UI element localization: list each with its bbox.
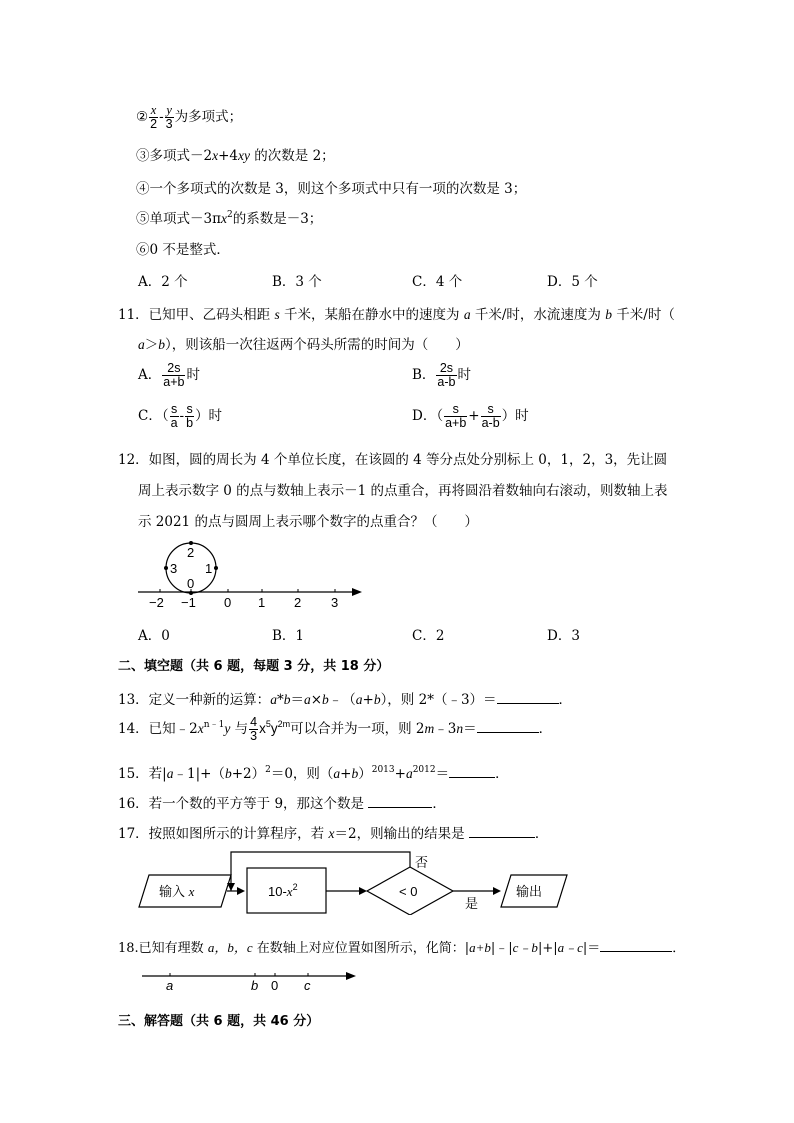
circle-label-1: 1	[205, 561, 213, 576]
q11-option-a[interactable]: A． $\frac{2s}{a+b}$ 时	[138, 361, 200, 389]
input-label: 输入 x	[159, 884, 195, 899]
fraction: $\frac{2s}{a-b}$	[437, 361, 456, 389]
arrow-right-icon	[237, 887, 245, 895]
tick-label: −1	[181, 595, 196, 610]
tick-label: 3	[331, 595, 339, 610]
q10-item4: ④一个多项式的次数是 3，则这个多项式中只有一项的次数是 3；	[136, 181, 527, 197]
q18-number-line	[138, 965, 363, 995]
fraction: $\frac{s}{b}$	[186, 402, 194, 430]
section-heading-solutions: 三、解答题（共 6 题，共 46 分）	[118, 1014, 320, 1029]
q12-line1: 12．如图，圆的周长为 4 个单位长度，在该圆的 4 等分点处分别标上 0，1，2，3，先让圆	[118, 452, 668, 468]
circle-point	[164, 566, 168, 570]
circle-label-2: 2	[187, 545, 195, 560]
q10-option-b[interactable]: B．3 个	[272, 274, 322, 290]
q12-option-a[interactable]: A．0	[138, 628, 170, 644]
item2-marker: ②	[136, 109, 149, 125]
q12-option-b[interactable]: B．1	[272, 628, 305, 644]
q10-option-d[interactable]: D．5 个	[547, 274, 598, 290]
q12-line2: 周上表示数字 0 的点与数轴上表示－1 的点重合，再将圆沿着数轴向右滚动，则数轴上表	[138, 483, 668, 499]
q17: 17．按照如图所示的计算程序，若 x＝2，则输出的结果是 ．	[118, 826, 549, 842]
arrow-down-icon	[227, 883, 235, 891]
fraction-y-over-3: $\frac{y}{3}$	[165, 103, 173, 131]
fraction-x-over-2: $\frac{x}{2}$	[150, 103, 158, 131]
answer-blank[interactable]	[368, 795, 432, 808]
axis-arrow-icon	[352, 588, 362, 596]
q11-line1: 11．已知甲、乙码头相距 s 千米，某船在静水中的速度为 a 千米/时，水流速度为 b 千米/时（	[118, 307, 675, 323]
q14: 14．已知$﹣2x^{n﹣1}y$ 与 $\frac{4}{3}$ $x^5y^{2m}$可以合并为一项，则 2m﹣3n＝ ．	[118, 715, 553, 743]
yes-label: 是	[465, 896, 479, 911]
q11-option-d[interactable]: D．（ $\frac{s}{a+b}$ + $\frac{s}{a-b}$ ）时	[412, 402, 529, 430]
no-label: 否	[415, 855, 429, 870]
tick-label: 0	[224, 595, 232, 610]
fraction: $\frac{2s}{a+b}$	[163, 361, 185, 389]
answer-blank[interactable]	[497, 691, 559, 704]
fraction: $\frac{s}{a+b}$	[445, 402, 467, 430]
q13: 13．定义一种新的运算：a*b＝a×b﹣（a+b），则 2*（﹣3）＝ ．	[118, 692, 573, 708]
q12-line3: 示 2021 的点与圆周上表示哪个数字的点重合？（ ）	[138, 514, 478, 530]
q11-option-b[interactable]: B． $\frac{2s}{a-b}$ 时	[412, 361, 471, 389]
q10-item3: ③多项式－2x+4xy 的次数是 2；	[136, 148, 335, 164]
answer-blank[interactable]	[477, 720, 539, 733]
q12-option-d[interactable]: D．3	[547, 628, 580, 644]
point-label-0: 0	[271, 978, 279, 993]
tick-label: −2	[149, 595, 164, 610]
tick-label: 2	[294, 595, 302, 610]
q16: 16．若一个数的平方等于 9，那这个数是 ．	[118, 796, 446, 812]
answer-blank[interactable]	[449, 765, 495, 778]
q11-option-c[interactable]: C．（ $\frac{s}{a}$ - $\frac{s}{b}$ ）时	[138, 402, 223, 430]
output-label: 输出	[516, 884, 543, 899]
circle-label-3: 3	[170, 561, 178, 576]
point-label-c: c	[304, 978, 311, 993]
section-heading-fill-in: 二、填空题（共 6 题，每题 3 分，共 18 分）	[118, 659, 390, 674]
process-label: $10-x^2$	[268, 882, 298, 899]
feedback-loop	[231, 852, 410, 891]
q10-item6: ⑥0 不是整式．	[136, 242, 230, 258]
q17-flowchart	[135, 845, 580, 915]
q12-figure	[130, 540, 370, 612]
circle-point	[214, 566, 218, 570]
q10-item2: ② $\frac{x}{2}$ - $\frac{y}{3}$ 为多项式；	[136, 103, 243, 131]
point-label-a: a	[166, 978, 174, 993]
answer-blank[interactable]	[469, 825, 535, 838]
q12-option-c[interactable]: C．2	[412, 628, 445, 644]
fraction: $\frac{s}{a}$	[170, 402, 178, 430]
q18: 18.已知有理数 a，b，c 在数轴上对应位置如图所示，化简：|a+b|﹣|c﹣b|+|a﹣c|＝ ．	[118, 940, 686, 956]
point-label-b: b	[251, 978, 259, 993]
q10-item5: ⑤单项式$-3\pi x^2$的系数是－3；	[136, 210, 323, 227]
circle-label-0: 0	[187, 576, 195, 591]
q10-option-a[interactable]: A．2 个	[138, 274, 188, 290]
arrow-right-icon	[493, 887, 501, 895]
answer-blank[interactable]	[600, 939, 672, 952]
q11-line2: a＞b），则该船一次往返两个码头所需的时间为（ ）	[138, 337, 469, 353]
fraction-4-over-3: $\frac{4}{3}$	[250, 715, 258, 743]
tick-label: 1	[258, 595, 266, 610]
decision-label: < 0	[399, 884, 418, 899]
axis-arrow-icon	[346, 972, 356, 980]
fraction: $\frac{s}{a-b}$	[481, 402, 500, 430]
q15: 15．若$|a﹣1|+(b+2)^2=0$，则$(a+b)^{2013}+a^{2012}=$ ．	[118, 765, 509, 782]
q10-option-c[interactable]: C．4 个	[412, 274, 463, 290]
